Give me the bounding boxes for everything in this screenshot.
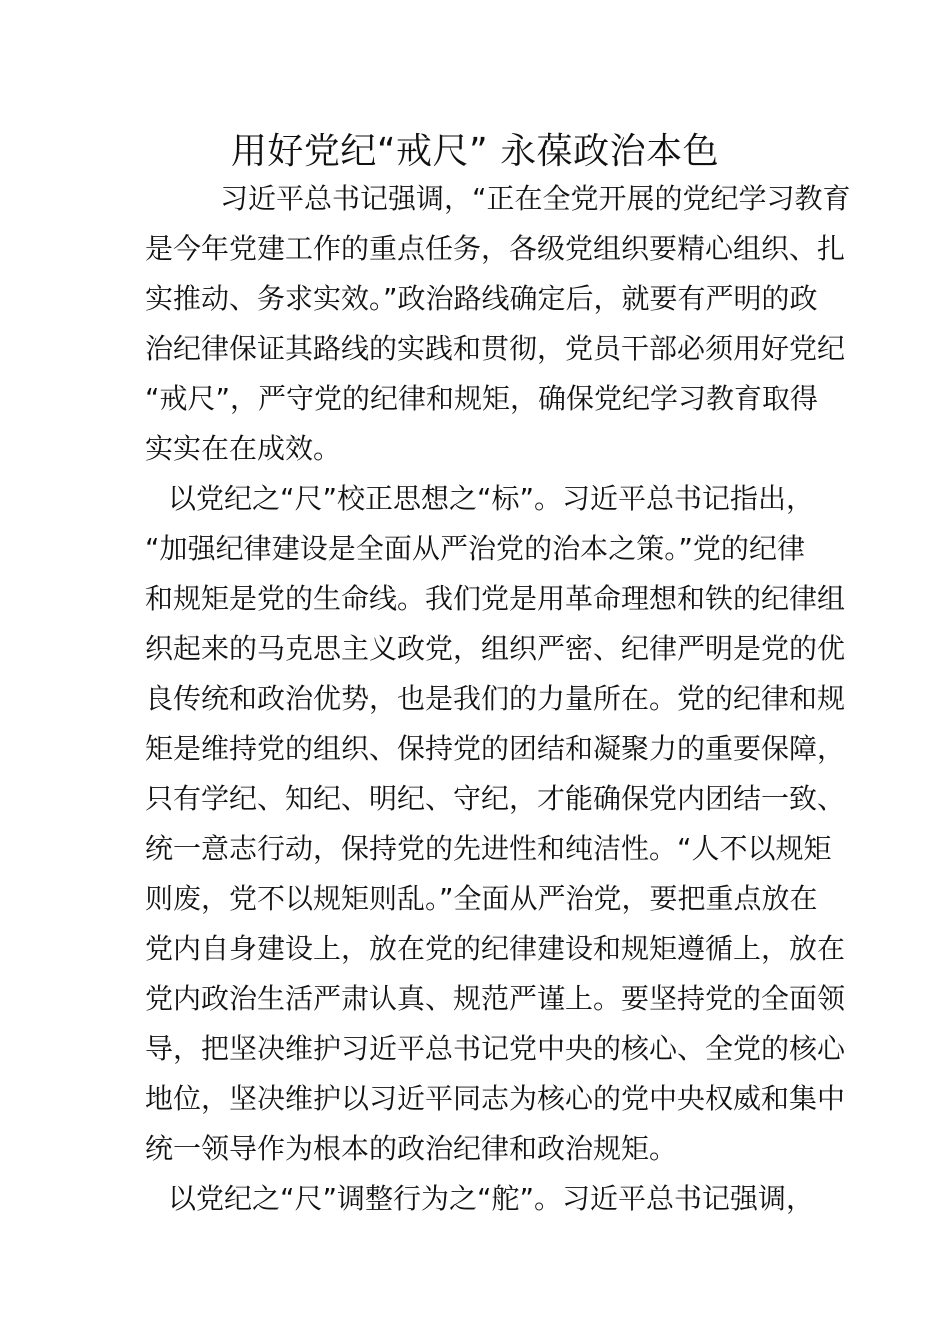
paragraph-3-line-1: 以党纪之“尺”调整行为之“舵”。习近平总书记强调， [168,1182,815,1215]
paragraph-1-line-3: 实推动、务求实效。”政治路线确定后，就要有严明的政 [145,282,818,315]
paragraph-2-line-10: 党内自身建设上，放在党的纪律建设和规矩遵循上，放在 [145,932,846,965]
paragraph-2-line-6: 矩是维持党的组织、保持党的团结和凝聚力的重要保障， [145,732,846,765]
paragraph-1-line-5: “戒尺”，严守党的纪律和规矩，确保党纪学习教育取得 [145,382,819,415]
paragraph-2-line-2: “加强纪律建设是全面从严治党的治本之策。”党的纪律 [145,532,805,565]
article-title: 用好党纪“戒尺” 永葆政治本色 [230,131,720,172]
paragraph-2-line-11: 党内政治生活严肃认真、规范严谨上。要坚持党的全面领 [145,982,846,1015]
paragraph-1-line-2: 是今年党建工作的重点任务，各级党组织要精心组织、扎 [145,232,846,265]
paragraph-2-line-1: 以党纪之“尺”校正思想之“标”。习近平总书记指出， [168,482,815,515]
paragraph-2-line-12: 导，把坚决维护习近平总书记党中央的核心、全党的核心 [145,1032,846,1065]
paragraph-2-line-13: 地位，坚决维护以习近平同志为核心的党中央权威和集中 [145,1082,846,1115]
paragraph-1-line-6: 实实在在成效。 [145,432,342,465]
paragraph-2-line-5: 良传统和政治优势，也是我们的力量所在。党的纪律和规 [145,682,846,715]
paragraph-2-line-14: 统一领导作为根本的政治纪律和政治规矩。 [145,1132,678,1165]
paragraph-2-line-4: 织起来的马克思主义政党，组织严密、纪律严明是党的优 [145,632,846,665]
paragraph-2-line-7: 只有学纪、知纪、明纪、守纪，才能确保党内团结一致、 [145,782,846,815]
paragraph-2-line-3: 和规矩是党的生命线。我们党是用革命理想和铁的纪律组 [145,582,846,615]
paragraph-1-line-1: 习近平总书记强调，“正在全党开展的党纪学习教育 [220,182,851,215]
paragraph-1-line-4: 治纪律保证其路线的实践和贯彻，党员干部必须用好党纪 [145,332,846,365]
paragraph-2-line-9: 则废，党不以规矩则乱。”全面从严治党，要把重点放在 [145,882,818,915]
paragraph-2-line-8: 统一意志行动，保持党的先进性和纯洁性。“人不以规矩 [145,832,832,865]
